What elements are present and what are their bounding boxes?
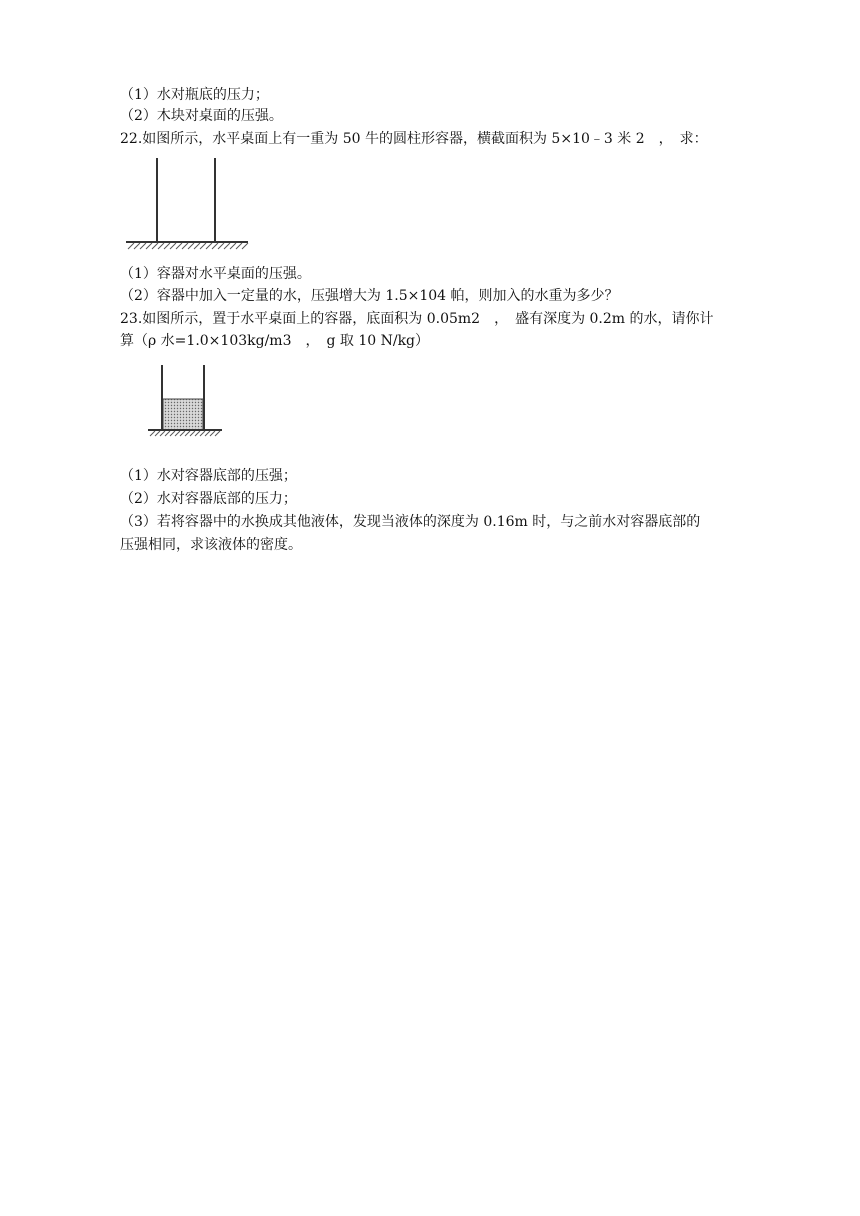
q23-sub3-line2: 压强相同，求该液体的密度。 bbox=[120, 537, 302, 553]
q22-cylinder-container-figure bbox=[124, 155, 250, 252]
q21-sub2: （2）木块对桌面的压强。 bbox=[120, 108, 283, 124]
q23-table-hatching bbox=[150, 431, 220, 436]
q23-water-container-figure bbox=[146, 362, 224, 438]
q23-sub2: （2）水对容器底部的压力； bbox=[120, 491, 297, 507]
q23-sub3-line1: （3）若将容器中的水换成其他液体，发现当液体的深度为 0.16m 时，与之前水对容器底部的 bbox=[120, 514, 701, 530]
q23-stem-line2: 算（ρ 水=1.0×103kg/m3 ， g 取 10 N/kg） bbox=[120, 333, 430, 349]
q23-sub1: （1）水对容器底部的压强； bbox=[120, 468, 297, 484]
q22-table-hatching bbox=[128, 243, 248, 249]
q21-sub1: （1）水对瓶底的压力； bbox=[120, 87, 269, 103]
q22-sub2: （2）容器中加入一定量的水，压强增大为 1.5×104 帕，则加入的水重为多少？ bbox=[120, 288, 619, 304]
q23-water bbox=[163, 399, 203, 430]
q22-sub1: （1）容器对水平桌面的压强。 bbox=[120, 266, 311, 282]
q22-stem: 22.如图所示，水平桌面上有一重为 50 牛的圆柱形容器，横截面积为 5×10﹣3 米 2 ， 求： bbox=[120, 131, 708, 147]
q23-stem-line1: 23.如图所示，置于水平桌面上的容器，底面积为 0.05m2 ， 盛有深度为 0.2m 的水，请你计 bbox=[120, 311, 714, 327]
